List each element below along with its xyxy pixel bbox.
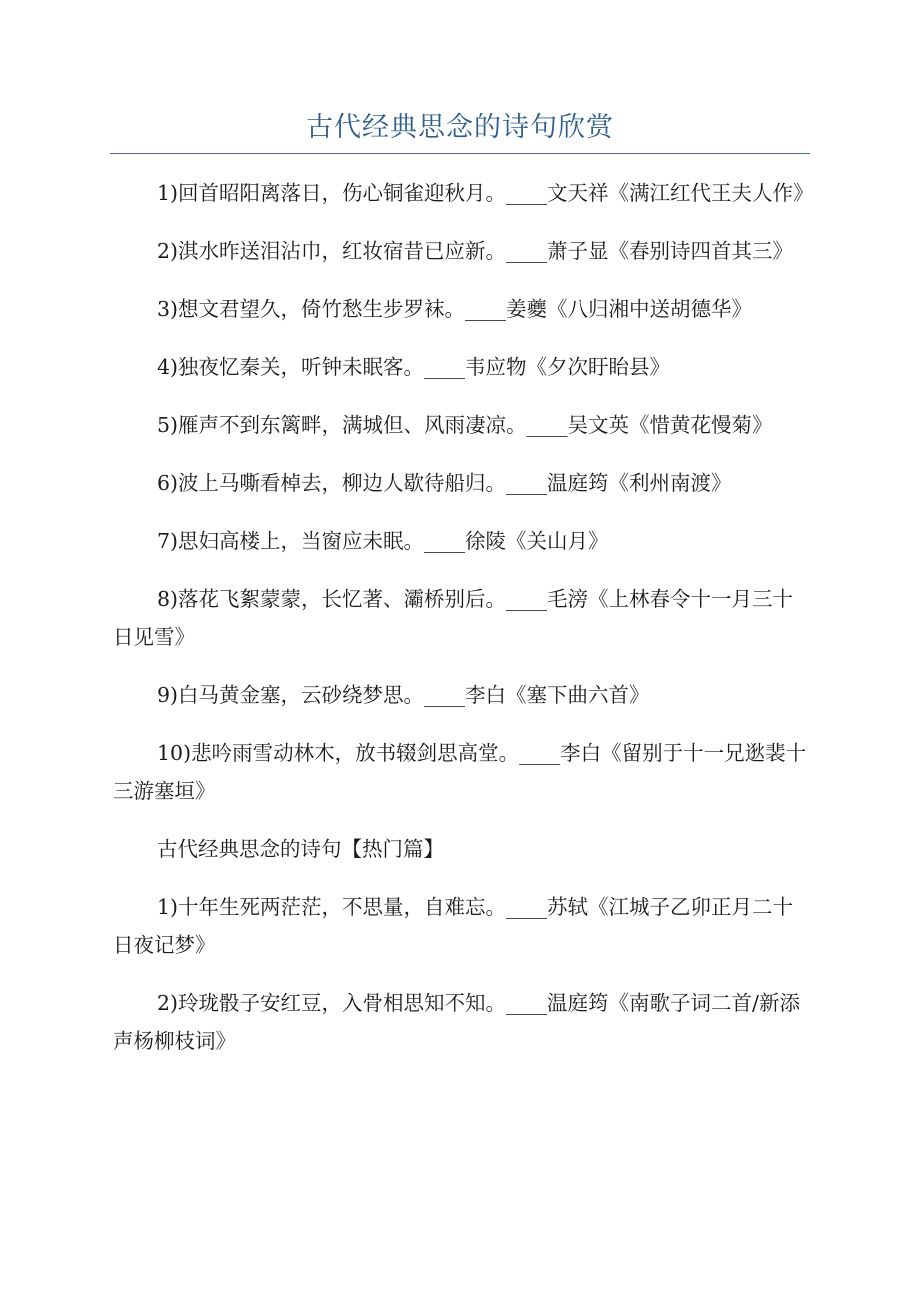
poem-line-2: 2)淇水昨送泪沾巾，红妆宿昔已应新。____萧子显《春别诗四首其三》 [157, 239, 794, 263]
poem-line-7: 7)思妇高楼上，当窗应未眠。____徐陵《关山月》 [157, 529, 609, 553]
poem-line-9: 9)白马黄金塞，云砂绕梦思。____李白《塞下曲六首》 [157, 683, 650, 707]
poem-line-8: 8)落花飞絮蒙蒙，长忆著、灞桥别后。____毛滂《上林春令十一月三十日见雪》 [113, 587, 794, 649]
title-underline [110, 153, 810, 154]
poem-line-3: 3)想文君望久，倚竹愁生步罗袜。____姜夔《八归湘中送胡德华》 [157, 297, 753, 321]
hot-poem-line-2: 2)玲珑骰子安红豆，入骨相思知不知。____温庭筠《南歌子词二首/新添声杨柳枝词》 [113, 991, 800, 1053]
poem-line-4: 4)独夜忆秦关，听钟未眠客。____韦应物《夕次盱眙县》 [157, 355, 671, 379]
section-heading: 古代经典思念的诗句【热门篇】 [157, 837, 444, 861]
hot-poem-line-1: 1)十年生死两茫茫，不思量，自难忘。____苏轼《江城子乙卯正月二十日夜记梦》 [113, 895, 794, 957]
document-title: 古代经典思念的诗句欣赏 [306, 112, 614, 143]
poem-line-10: 10)悲吟雨雪动林木，放书辍剑思高堂。____李白《留别于十一兄逖裴十三游塞垣》 [113, 741, 807, 803]
poem-line-6: 6)波上马嘶看棹去，柳边人歇待船归。____温庭筠《利州南渡》 [157, 471, 732, 495]
poem-line-1: 1)回首昭阳离落日，伤心铜雀迎秋月。____文天祥《满江红代王夫人作》 [157, 181, 814, 205]
document-body [113, 174, 814, 1080]
poem-line-5: 5)雁声不到东篱畔，满城但、风雨凄凉。____吴文英《惜黄花慢菊》 [157, 413, 773, 437]
